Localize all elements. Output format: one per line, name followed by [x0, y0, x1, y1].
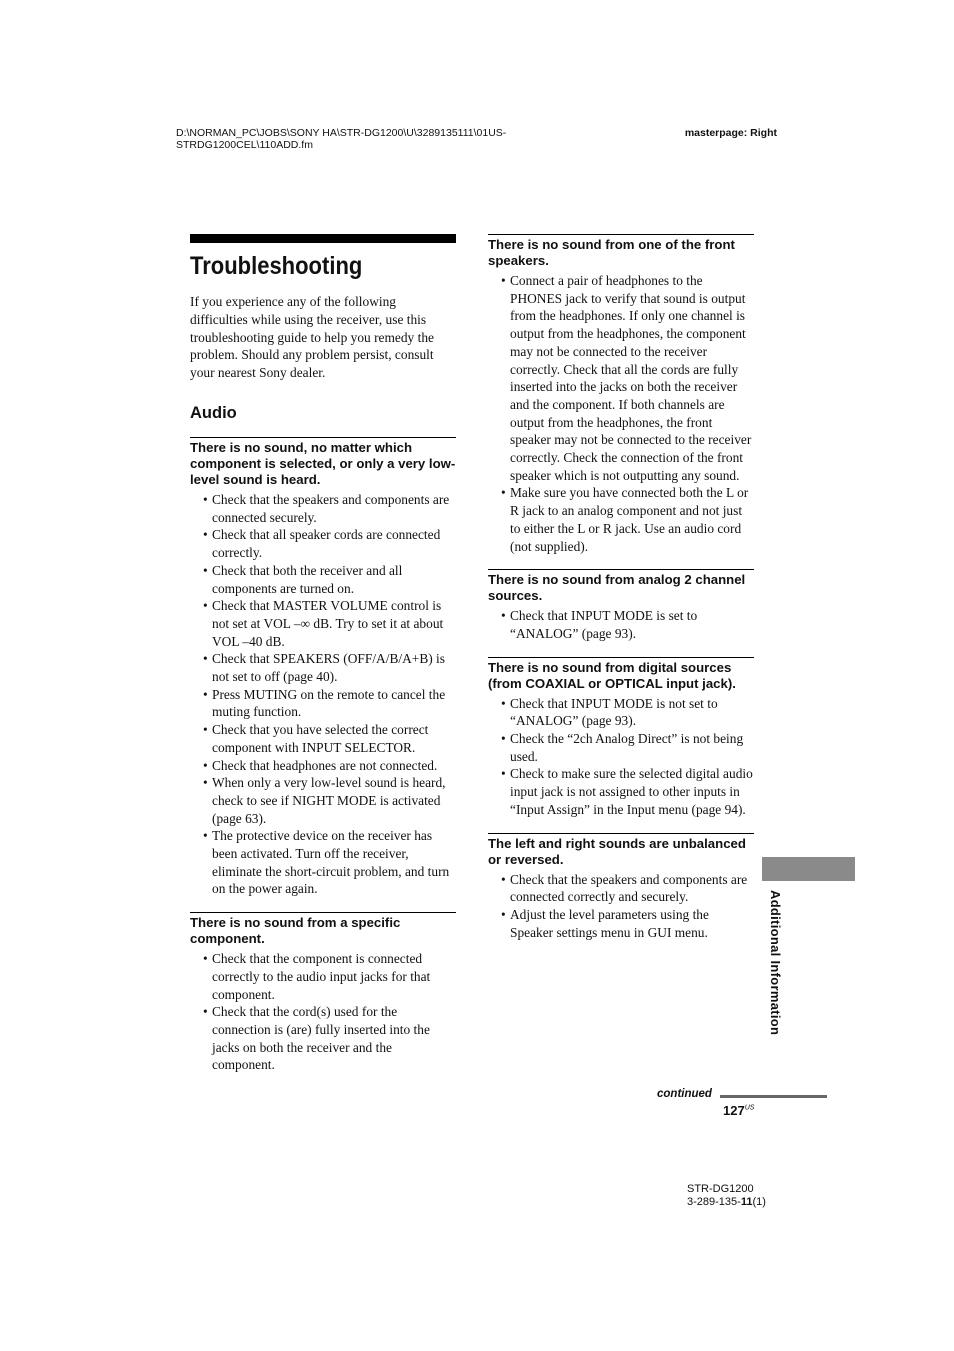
troubleshoot-subsection [190, 437, 456, 898]
bullet-list [190, 950, 456, 1074]
bullet-item: • Adjust the level parameters using the Speaker settings menu in GUI menu. [510, 906, 754, 941]
left-column [190, 234, 456, 1074]
bullet-item: • Check that the speakers and components are connected correctly and securely. [510, 871, 754, 906]
subsection-title: There is no sound from analog 2 channel sources. [488, 572, 746, 604]
bullet-list [190, 491, 456, 898]
bullet-item: • Check that all speaker cords are connected correctly. [212, 526, 456, 561]
side-tab-label: Additional Information [768, 890, 783, 1036]
footer [687, 1183, 766, 1208]
subsection-title: There is no sound from digital sources (from COAXIAL or OPTICAL input jack). [488, 659, 736, 691]
side-tab-marker [762, 857, 855, 881]
troubleshoot-subsection [488, 657, 754, 819]
troubleshoot-subsection [488, 833, 754, 942]
subsection-title: The left and right sounds are unbalanced or reversed. [488, 835, 746, 867]
right-subsections [488, 234, 754, 941]
bullet-item: • Connect a pair of headphones to the PHONES jack to verify that sound is output from the headphones. If only one channel is output from the headphones, the component may not be connected to the receiver correctly. Check that all the cords are fully inserted into the jacks on both the receiver and the component. If both channels are output from the headphones, the front speaker may not be connected to the receiver correctly. Check the connection of the front speaker which is not outputting any sound. [510, 272, 754, 484]
page-number-value: 127 [723, 1103, 745, 1118]
file-path-header: D:\NORMAN_PC\JOBS\SONY HA\STR-DG1200\U\3289135111\01US-STRDG1200CEL\110ADD.fm [176, 127, 507, 151]
subsection-title: There is no sound from one of the front speakers. [488, 237, 735, 268]
troubleshoot-subsection [488, 569, 754, 642]
intro-paragraph: If you experience any of the following difficulties while using the receiver, use this troubleshooting guide to help you remedy the problem. Should any problem persist, consult your nearest Sony dealer. [190, 294, 434, 381]
bullet-item: • Check that the component is connected correctly to the audio input jacks for that component. [212, 950, 456, 1003]
bullet-item: • Check that both the receiver and all components are turned on. [212, 562, 456, 597]
continued-rule [720, 1095, 827, 1098]
page-number [723, 1103, 754, 1118]
bullet-item: • Check that the cord(s) used for the connection is (are) fully inserted into the jacks on both the receiver and the component. [212, 1003, 456, 1074]
footer-model: STR-DG1200 [687, 1183, 754, 1195]
bullet-item: • Check that you have selected the correct component with INPUT SELECTOR. [212, 721, 456, 756]
title-bar [190, 234, 456, 243]
troubleshoot-subsection [190, 912, 456, 1074]
bullet-item: • Make sure you have connected both the L or R jack to an analog component and not just to either the L or R jack. Use an audio cord (not supplied). [510, 484, 754, 555]
footer-code-prefix: 3-289-135- [687, 1195, 741, 1208]
left-subsections [190, 437, 456, 1074]
bullet-item: • Press MUTING on the remote to cancel the muting function. [212, 686, 456, 721]
page-title: Troubleshooting [190, 252, 363, 280]
subsection-title: There is no sound from a specific component. [190, 915, 401, 947]
bullet-list [488, 272, 754, 555]
bullet-item: • Check to make sure the selected digital audio input jack is not assigned to other inputs in “Input Assign” in the Input menu (page 94). [510, 765, 754, 818]
bullet-item: • Check that INPUT MODE is not set to “ANALOG” (page 93). [510, 695, 754, 730]
bullet-item: • Check that the speakers and components are connected securely. [212, 491, 456, 526]
bullet-item: • Check that INPUT MODE is set to “ANALOG” (page 93). [510, 607, 754, 642]
subsection-title: There is no sound, no matter which component is selected, or only a very low-level sound is heard. [190, 439, 456, 487]
section-title: Audio [190, 403, 237, 422]
bullet-list [488, 607, 754, 642]
bullet-item: • Check that headphones are not connected. [212, 757, 456, 775]
bullet-item: • When only a very low-level sound is heard, check to see if NIGHT MODE is activated (page 63). [212, 774, 456, 827]
troubleshoot-subsection [488, 234, 754, 555]
right-column [488, 234, 754, 941]
bullet-item: • Check that SPEAKERS (OFF/A/B/A+B) is not set to off (page 40). [212, 650, 456, 685]
footer-code-bold: 11 [740, 1195, 753, 1208]
continued-label: continued [657, 1088, 712, 1100]
bullet-item: • The protective device on the receiver has been activated. Turn off the receiver, eliminate the short-circuit problem, and turn on the power again. [212, 827, 456, 898]
footer-code-suffix: (1) [752, 1195, 766, 1208]
bullet-list [488, 695, 754, 819]
bullet-item: • Check the “2ch Analog Direct” is not being used. [510, 730, 754, 765]
bullet-item: • Check that MASTER VOLUME control is not set at VOL –∞ dB. Try to set it at about VOL –40 dB. [212, 597, 456, 650]
page-number-suffix: US [744, 1104, 755, 1112]
bullet-list [488, 871, 754, 942]
footer-code [687, 1196, 766, 1209]
masterpage-label: masterpage: Right [684, 127, 777, 139]
